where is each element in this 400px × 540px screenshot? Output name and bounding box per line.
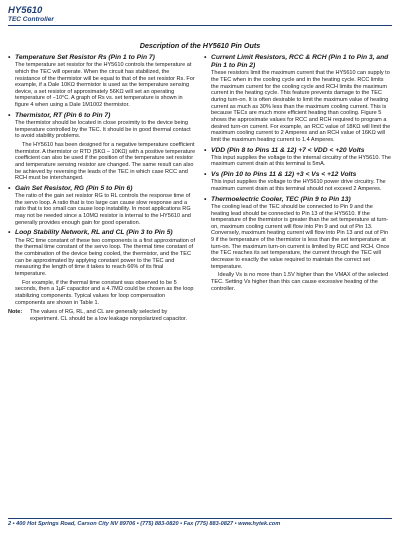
header-rule — [8, 25, 392, 26]
section-heading: Gain Set Resistor, RG (Pin 5 to Pin 6) — [15, 184, 133, 192]
paragraph: This input supplies the voltage to the HY5610 power drive circuitry. The maximum current drain at this terminal should not exceed 2 Amperes. — [211, 179, 386, 192]
section-title: Description of the HY5610 Pin Outs — [139, 41, 261, 50]
paragraph: This input supplies the voltage to the internal circuitry of the HY5610. The maximum current drain at this terminal is 5mA. — [211, 154, 391, 168]
footer-rule — [8, 518, 392, 519]
paragraph: Ideally Vs is no more than 1.5V higher than the VMAX of the selected TEC. Setting Vs higher than this can cause excessive heating of the controller. — [211, 272, 389, 292]
left-column — [8, 54, 196, 322]
section-thermistor — [8, 112, 196, 182]
paragraph: The thermistor should be located in close proximity to the device being temperature controlled by the TEC. It should be in good thermal contact to avoid stability problems. — [15, 120, 191, 140]
bullet-icon: • — [204, 171, 207, 179]
section-heading: Vs (Pin 10 to Pins 11 & 12) +3 < Vs < +12 Volts — [211, 171, 357, 179]
paragraph: The temperature set resistor for the HY5610 controls the temperature at which the TEC will operate. When the circuit has stabilized, the resistance of the thermistor will be equal to that of the set resistor Rs. For example, if a Dale 10KΩ thermistor is used as the temperature sensing device, a set resistor of approximately 56KΩ will set an operating temperature of −10°C. A graph of Rs vs. set temperature is shown in figure 4 when using a Dale 1M1002 thermistor. — [15, 62, 195, 109]
section-heading: Loop Stability Network, RL and CL (Pin 3 to Pin 5) — [15, 229, 173, 237]
bullet-icon: • — [8, 229, 11, 237]
section-heading: Thermoelectric Cooler, TEC (Pin 9 to Pin 13) — [211, 195, 351, 203]
page-footer — [8, 518, 392, 528]
footer-address: 2 • 400 Hot Springs Road, Carson City NV 89706 • (775) 883-0820 • Fax (775) 883-0827 • www.hytek.com — [8, 521, 281, 527]
bullet-icon: • — [8, 54, 11, 61]
part-number: HY5610 — [8, 5, 43, 16]
paragraph: The cooling lead of the TEC should be connected to Pin 9 and the heating lead should be connected to Pin 13 of the HY5610. If the temperature of the thermistor is greater than the set temperature at turn-on, maximum cooling current will flow into Pin 9 and out of Pin 13. Conversely, maximum heating current will flow into Pin 13 and out of Pin 9 if the temperature of the thermistor is less than the set temperature at turn-on. The maximum turn-on current is limited by RCC and RCH. Once the TEC reaches its set temperature, the current through the TEC will decrease to exactly the value required to maintain the correct set temperature. — [211, 203, 390, 270]
section-current-limit — [204, 54, 392, 144]
section-heading: Temperature Set Resistor Rs (Pin 1 to Pin 7) — [15, 54, 155, 61]
bullet-icon: • — [8, 184, 11, 192]
section-heading: Current Limit Resistors, RCC & RCH (Pin 1 to Pin 3, and Pin 1 to Pin 2) — [211, 54, 389, 70]
note-text: The values of RG, RL, and CL are generally selected by experiment. CL should be a low leakage nonpolarized capacitor. — [30, 309, 188, 322]
section-tec — [204, 196, 392, 293]
bullet-icon: • — [204, 146, 207, 154]
bullet-icon: • — [204, 54, 207, 61]
product-subtitle: TEC Controller — [8, 16, 54, 23]
page-header — [8, 6, 392, 26]
section-vs — [204, 171, 392, 193]
section-heading: Thermistor, RT (Pin 6 to Pin 7) — [15, 111, 111, 119]
note-label: Note: — [8, 309, 23, 316]
paragraph: These resistors limit the maximum current that the HY5610 can supply to the TEC when in the cooling cycle and in the heating cycle. RCC limits the maximum current for the cooling cycle and RCH limits the maximum current in the heating cycle. This feature prevents damage to the TEC during turn-on. It is often desirable to limit the maximum value of heating current as much as 30% less than the maximum cooling current. This is because TECs are much more efficient heating than cooling. Figure 5 shows the approximate values for RCC and RCH required to program a desired turn-on current. For example, an RCC value of 18KΩ will limit the maximum cooling current to 2 Amperes and an RCH value of 16KΩ will limit the maximum heating current to 1.4 Amperes. — [211, 70, 391, 143]
section-vdd — [204, 147, 392, 169]
section-gain — [8, 185, 196, 226]
bullet-icon: • — [204, 195, 207, 203]
section-rs — [8, 54, 196, 109]
note — [8, 309, 196, 322]
paragraph: The HY5610 has been designed for a negative temperature coefficient thermistor. A thermistor or RTD (5KΩ – 10KΩ) with a positive temperature coefficient can also be used if the position of the temperature set resistor and temperature sensing resistor are changed. The same result can also be achieved by reversing the leads of the TEC in which case RCC and RCH must be interchanged. — [15, 141, 196, 182]
bullet-icon: • — [8, 111, 11, 119]
section-heading: VDD (Pin 8 to Pins 11 & 12) +7 < VDD < +20 Volts — [211, 146, 365, 154]
paragraph: The RC time constant of these two components is a first approximation of the thermal time constant of the servo loop. The thermal time constant of the combination of the device being cooled, the thermistor, and the TEC can be approximated by applying constant power to the TEC and measuring the length of time it takes to reach 66% of its final temperature. — [15, 237, 196, 277]
section-loop — [8, 229, 196, 306]
paragraph: The ratio of the gain set resistor RG to RL controls the response time of the servo loop. A ratio that is too large can cause slow response and a ratio that is too small can cause loop instability. In most applications RG may not be needed since a 10MΩ resistor is internal to the HY5610 and generally provides enough gain for good operation. — [15, 193, 191, 226]
paragraph: For example, if the thermal time constant was observed to be 5 seconds, then a 1µF capacitor and a 4.7MΩ could be chosen as the loop stabilizing components. Typical values for loop compensation components are shown in Table 1. — [15, 279, 194, 306]
right-column — [204, 54, 392, 295]
